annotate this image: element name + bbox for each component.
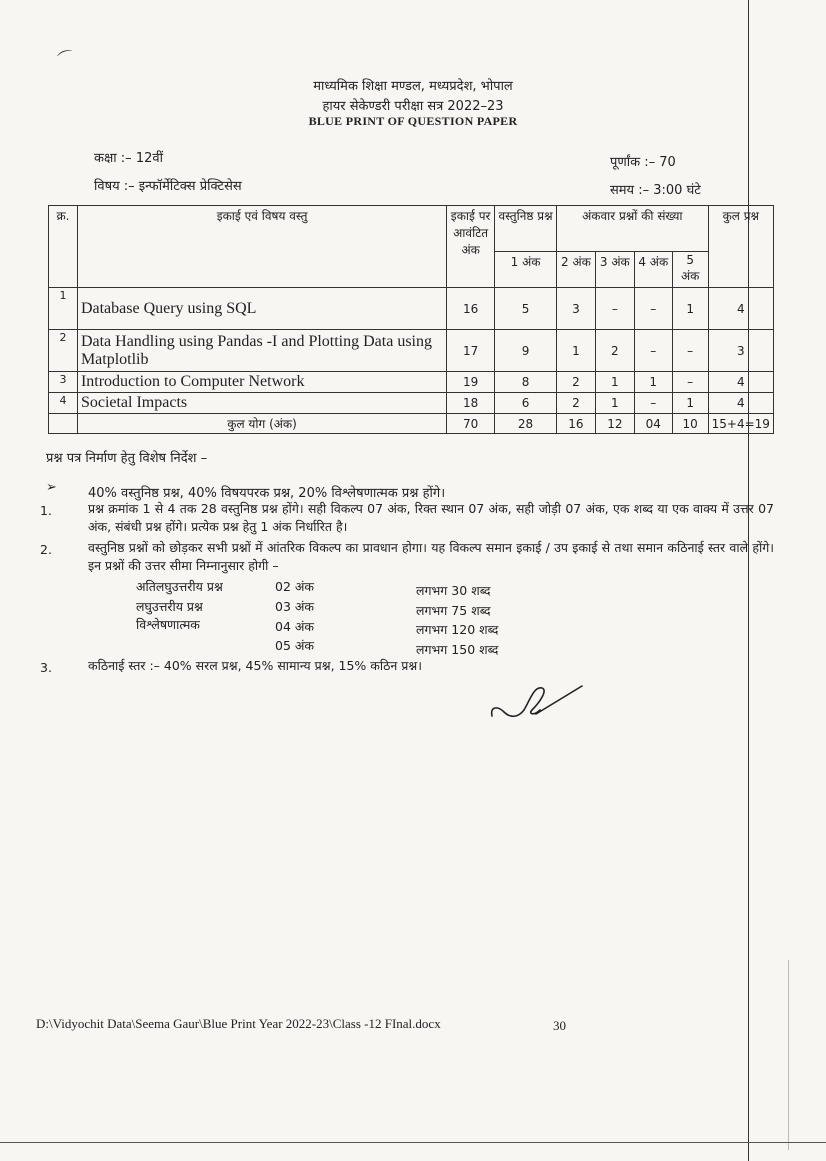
table-header-row: [49, 206, 774, 252]
page-bottom-line: [0, 1142, 826, 1143]
answer-type: विश्लेषणात्मक: [136, 617, 200, 632]
table-row: [49, 330, 774, 372]
row-3-marks: 1: [595, 393, 634, 414]
table-row: [49, 372, 774, 393]
max-marks-label: पूर्णांक :– 70: [610, 155, 676, 170]
row-allocated: 19: [447, 372, 495, 393]
row-sno: 2: [49, 330, 78, 372]
answer-marks: 04 अंक: [275, 619, 315, 634]
header-5-marks: 5 अंक: [672, 252, 708, 288]
page-edge-line-faint: [788, 960, 789, 1150]
row-objective: 8: [495, 372, 557, 393]
row-3-marks: 2: [595, 330, 634, 372]
instruction-summary: 40% वस्तुनिष्ठ प्रश्न, 40% विषयपरक प्रश्न, 20% विश्लेषणात्मक प्रश्न होंगे।: [88, 486, 446, 501]
answer-word-limit: लगभग 150 शब्द: [416, 642, 499, 657]
instructions-title: प्रश्न पत्र निर्माण हेतु विशेष निर्देश –: [46, 451, 208, 466]
instruction-number: 3.: [40, 660, 52, 675]
row-2-marks: 2: [556, 372, 595, 393]
row-allocated: 17: [447, 330, 495, 372]
row-3-marks: –: [595, 288, 634, 330]
row-objective: 5: [495, 288, 557, 330]
row-allocated: 16: [447, 288, 495, 330]
instruction-text: कठिनाई स्तर :– 40% सरल प्रश्न, 45% सामान्य प्रश्न, 15% कठिन प्रश्न।: [88, 658, 422, 673]
answer-type: अतिलघुउत्तरीय प्रश्न: [136, 579, 223, 594]
header-objective: वस्तुनिष्ठ प्रश्न: [495, 206, 557, 252]
subject-label: विषय :– इन्फॉर्मेटिक्स प्रेक्टिसेस: [94, 179, 242, 194]
row-objective: 6: [495, 393, 557, 414]
row-5-marks: –: [672, 372, 708, 393]
row-2-marks: 1: [556, 330, 595, 372]
row-total: 3: [708, 330, 773, 372]
total-allocated: 70: [447, 414, 495, 434]
header-total: कुल प्रश्न: [708, 206, 773, 288]
row-total: 4: [708, 372, 773, 393]
header-sno: क्र.: [49, 206, 78, 288]
table-row: [49, 288, 774, 330]
board-name: माध्यमिक शिक्षा मण्डल, मध्यप्रदेश, भोपाल: [313, 79, 513, 94]
page-number: 30: [553, 1018, 566, 1033]
total-objective: 28: [495, 414, 557, 434]
row-topic: Societal Impacts: [77, 393, 446, 414]
row-4-marks: –: [634, 393, 672, 414]
answer-type: लघुउत्तरीय प्रश्न: [136, 599, 203, 614]
total-3-marks: 12: [595, 414, 634, 434]
total-4-marks: 04: [634, 414, 672, 434]
row-sno: 4: [49, 393, 78, 414]
row-allocated: 18: [447, 393, 495, 414]
corner-mark: ⌒: [55, 46, 78, 71]
instruction-text: प्रश्न क्रमांक 1 से 4 तक 28 वस्तुनिष्ठ प्रश्न होंगे। सही विकल्प 07 अंक, रिक्त स्थान 07 अंक, सही जोड़ी 07 अंक, एक शब्द या एक वाक्य में उत्तर 07 अंक, संबंधी प्रश्न होंगे। प्रत्येक प्रश्न हेतु 1 अंक निर्धारित है।: [88, 501, 774, 534]
answer-word-limit: लगभग 120 शब्द: [416, 622, 499, 637]
row-topic: Introduction to Computer Network: [77, 372, 446, 393]
total-questions: 15+4=19: [708, 414, 773, 434]
arrow-bullet-icon: ➢: [46, 480, 57, 495]
header-2-marks: 2 अंक: [556, 252, 595, 288]
row-topic: Data Handling using Pandas -I and Plotting Data using Matplotlib: [77, 330, 446, 372]
row-4-marks: –: [634, 330, 672, 372]
instruction-text: वस्तुनिष्ठ प्रश्नों को छोड़कर सभी प्रश्नों में आंतरिक विकल्प का प्रावधान होगा। यह विकल्प समान इकाई / उप इकाई से तथा समान कठिनाई स्तर वाले होंगे। इन प्रश्नों की उत्तर सीमा निम्नानुसार होगी –: [88, 540, 774, 573]
row-topic: Database Query using SQL: [77, 288, 446, 330]
row-total: 4: [708, 393, 773, 414]
row-3-marks: 1: [595, 372, 634, 393]
row-5-marks: –: [672, 330, 708, 372]
answer-marks: 02 अंक: [275, 579, 315, 594]
header-markwise: अंकवार प्रश्नों की संख्या: [556, 206, 708, 252]
total-empty-cell: [49, 414, 78, 434]
blueprint-table: [48, 205, 774, 434]
row-5-marks: 1: [672, 393, 708, 414]
total-label: कुल योग (अंक): [77, 414, 446, 434]
header-unit: इकाई एवं विषय वस्तु: [77, 206, 446, 288]
document-title: BLUE PRINT OF QUESTION PAPER: [308, 114, 518, 128]
instruction-number: 2.: [40, 542, 52, 557]
answer-marks: 03 अंक: [275, 599, 315, 614]
row-4-marks: –: [634, 288, 672, 330]
total-5-marks: 10: [672, 414, 708, 434]
row-2-marks: 3: [556, 288, 595, 330]
exam-session: हायर सेकेण्डरी परीक्षा सत्र 2022–23: [322, 99, 504, 114]
header-3-marks: 3 अंक: [595, 252, 634, 288]
answer-word-limit: लगभग 30 शब्द: [416, 583, 491, 598]
answer-marks: 05 अंक: [275, 638, 315, 653]
row-objective: 9: [495, 330, 557, 372]
time-label: समय :– 3:00 घंटे: [610, 183, 701, 198]
page-edge-line: [748, 0, 749, 1161]
table-total-row: [49, 414, 774, 434]
table-row: [49, 393, 774, 414]
total-2-marks: 16: [556, 414, 595, 434]
header-allocated-marks: इकाई पर आवंटित अंक: [447, 206, 495, 288]
answer-word-limit: लगभग 75 शब्द: [416, 603, 491, 618]
row-total: 4: [708, 288, 773, 330]
signature-icon: [488, 680, 588, 730]
header-objective-mark: 1 अंक: [495, 252, 557, 288]
header-4-marks: 4 अंक: [634, 252, 672, 288]
row-5-marks: 1: [672, 288, 708, 330]
row-2-marks: 2: [556, 393, 595, 414]
row-sno: 3: [49, 372, 78, 393]
instruction-number: 1.: [40, 503, 52, 518]
class-label: कक्षा :– 12वीं: [94, 151, 163, 166]
row-sno: 1: [49, 288, 78, 330]
row-4-marks: 1: [634, 372, 672, 393]
file-path: D:\Vidyochit Data\Seema Gaur\Blue Print Year 2022-23\Class -12 FInal.docx: [36, 1016, 441, 1031]
